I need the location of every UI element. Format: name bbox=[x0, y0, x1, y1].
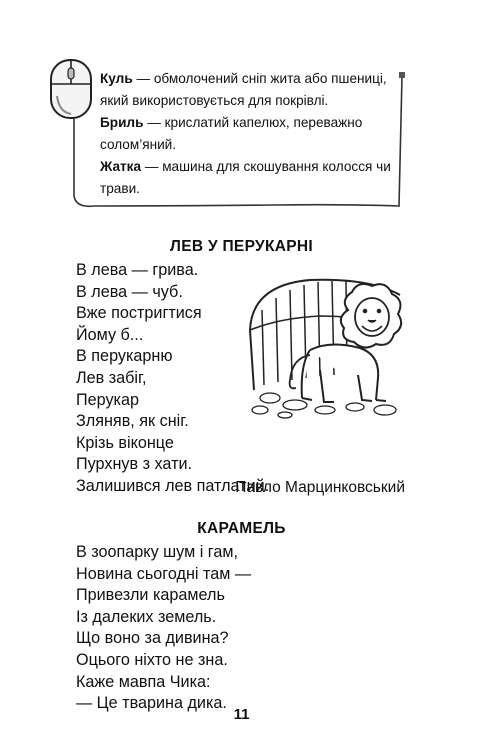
poem-line: В лева — грива. bbox=[76, 261, 199, 279]
glossary-text bbox=[100, 68, 396, 200]
poem-line: Зляняв, як сніг. bbox=[76, 412, 189, 431]
glossary-definition: — машина для скошування колосся чи трави. bbox=[100, 159, 391, 196]
poem-line: Привезли карамель bbox=[76, 586, 225, 605]
poem-line: Крізь віконце bbox=[76, 433, 174, 452]
poem-line: Із далеких земель. bbox=[76, 607, 217, 626]
poem-author: Павло Марцинковський bbox=[235, 479, 405, 496]
glossary-definition: — обмолочений сніп жита або пшениці, який використовується для покрівлі. bbox=[100, 71, 387, 108]
poem-lines bbox=[76, 542, 251, 715]
poem-title: ЛЕВ У ПЕРУКАРНІ bbox=[170, 238, 313, 255]
poem-line: Каже мавпа Чика: bbox=[76, 672, 211, 691]
page-number: 11 bbox=[233, 706, 250, 723]
poem-line: Що воно за дивина? bbox=[76, 629, 229, 648]
glossary-entry bbox=[100, 156, 396, 199]
glossary-entry bbox=[100, 68, 396, 111]
poem-line: Перукар bbox=[76, 390, 139, 409]
poem-line: В лева — чуб. bbox=[76, 282, 183, 301]
poem-line: Лев забіг, bbox=[76, 368, 147, 387]
poem-line: — Це тварина дика. bbox=[76, 694, 227, 713]
poem-line: Оцього ніхто не зна. bbox=[76, 650, 228, 669]
poem-line: Вже постригтися bbox=[76, 304, 202, 323]
poem-line: В перукарню bbox=[76, 347, 173, 366]
glossary-entry bbox=[100, 112, 396, 155]
glossary-term: Бриль bbox=[100, 115, 144, 130]
glossary-term: Жатка bbox=[100, 159, 142, 174]
glossary-box bbox=[44, 56, 406, 216]
computer-mouse-icon bbox=[47, 56, 97, 126]
poem-line: Йому б... bbox=[76, 325, 144, 344]
poem-line: Новина сьогодні там — bbox=[76, 564, 252, 583]
poem-line: В зоопарку шум і гам, bbox=[76, 543, 238, 561]
lion-in-cage-illustration bbox=[240, 270, 410, 420]
glossary-term: Куль bbox=[100, 71, 133, 86]
poem-line: Пурхнув з хати. bbox=[76, 455, 193, 474]
glossary-definition: — крислатий капелюх, переважно солом’яний. bbox=[100, 115, 363, 152]
poem-title: КАРАМЕЛЬ bbox=[197, 520, 286, 537]
poem-line: Залишився лев патлатий. bbox=[76, 476, 270, 495]
